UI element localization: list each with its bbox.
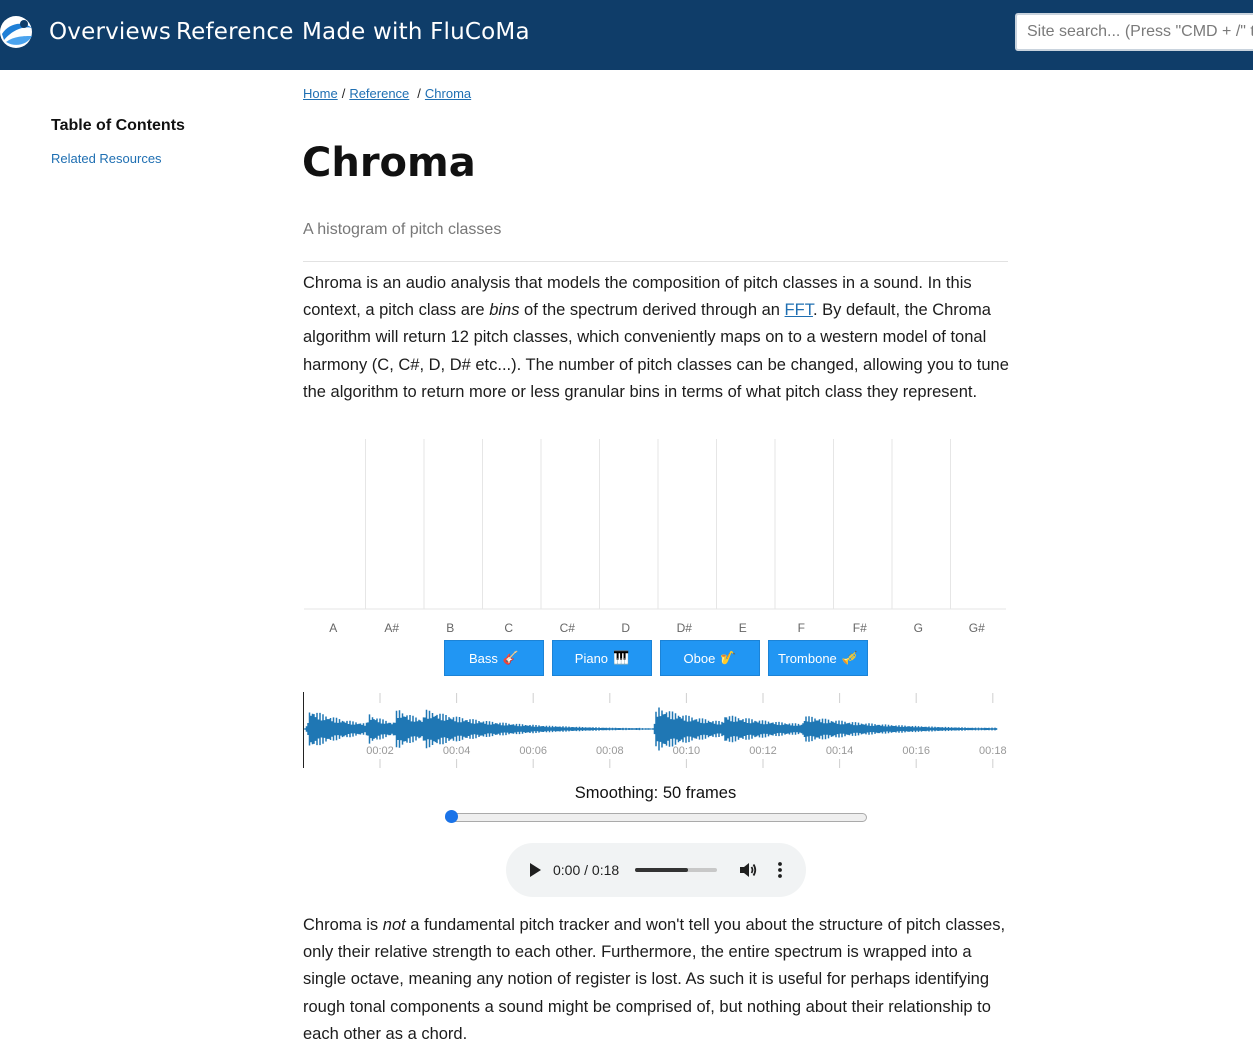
- chroma-tick-label: F: [797, 621, 805, 635]
- guitar-icon: 🎸: [502, 650, 520, 665]
- chroma-tick-label: C#: [559, 621, 575, 635]
- fft-link[interactable]: FFT: [784, 301, 813, 320]
- outro-text: a fundamental pitch tracker and won't tell you about the structure of pitch classes, only their relative strength to each other. Furthermore, the entire spectrum is wrapped into a single octave, meaning any notion of register is lost. As such it is useful for perhaps identifying rough tonal components a sound might be comprised of, but nothing about their relationship to each other as a chord.: [303, 916, 1006, 1043]
- intro-text: Chroma is an audio analysis that models the composition of pitch classes in a sound. In this context, a pitch class are: [303, 274, 972, 320]
- waveform-time-label: 00:18: [979, 745, 1007, 757]
- nav-link-reference[interactable]: Reference: [176, 19, 294, 45]
- chroma-chart: [303, 437, 1007, 637]
- toc-title: Table of Contents: [51, 117, 185, 134]
- waveform-time-label: 00:06: [519, 745, 547, 757]
- trombone-button[interactable]: [768, 640, 868, 676]
- chroma-tick-label: F#: [852, 621, 867, 635]
- divider: [303, 261, 1008, 262]
- chroma-tick-label: A#: [384, 621, 400, 635]
- waveform-time-label: 00:08: [596, 745, 624, 757]
- top-navigation-bar: [0, 0, 1253, 70]
- chroma-tick-label: C: [504, 621, 514, 635]
- piano-button[interactable]: [552, 640, 652, 676]
- chroma-tick-label: G#: [968, 621, 985, 635]
- waveform-time-label: 00:14: [825, 745, 854, 757]
- oboe-button[interactable]: [660, 640, 760, 676]
- intro-paragraph: [303, 270, 1011, 406]
- nav-link-overviews[interactable]: Overviews: [49, 19, 172, 45]
- piano-label: Piano: [574, 650, 609, 666]
- waveform-time-label: 00:02: [366, 745, 394, 757]
- intro-text: of the spectrum derived through an: [519, 301, 785, 320]
- oboe-label: Oboe: [683, 650, 716, 666]
- smoothing-label: Smoothing: 50 frames: [574, 784, 737, 802]
- intro-emphasis: bins: [489, 301, 520, 320]
- breadcrumb-separator: /: [341, 86, 346, 101]
- waveform-time-label: 00:12: [749, 745, 777, 757]
- waveform-path: [305, 708, 997, 751]
- waveform-time-label: 00:04: [442, 745, 471, 757]
- slider-thumb[interactable]: [445, 810, 458, 823]
- play-icon[interactable]: [526, 861, 544, 879]
- smoothing-slider[interactable]: [445, 811, 867, 823]
- waveform-time-label: 00:10: [672, 745, 701, 757]
- chroma-tick-label: B: [446, 621, 455, 635]
- progress-fill: [635, 868, 688, 872]
- playback-time: 0:00 / 0:18: [553, 862, 620, 878]
- toc-item-related-resources[interactable]: Related Resources: [51, 151, 162, 166]
- piano-icon: 🎹: [613, 650, 630, 665]
- outro-paragraph: [303, 912, 1011, 1048]
- trombone-label: Trombone: [778, 650, 837, 666]
- page-subtitle: A histogram of pitch classes: [303, 221, 502, 238]
- bass-button[interactable]: [444, 640, 544, 676]
- waveform-time-label: 00:16: [902, 745, 930, 757]
- audio-player: [506, 843, 806, 897]
- breadcrumb-separator: /: [417, 86, 421, 101]
- saxophone-icon: 🎷: [720, 650, 737, 665]
- chroma-tick-label: A: [329, 621, 338, 635]
- chroma-tick-label: G: [913, 621, 923, 635]
- audio-progress-bar[interactable]: [635, 868, 717, 872]
- bass-label: Bass: [468, 650, 498, 666]
- chroma-tick-label: D#: [676, 621, 692, 635]
- chroma-tick-label: D: [621, 621, 631, 635]
- slider-track: [445, 813, 867, 822]
- outro-emphasis: not: [382, 916, 406, 934]
- outro-text: Chroma is: [303, 916, 383, 934]
- intro-text: . By default, the Chroma algorithm will return 12 pitch classes, which conveniently maps on to a western model of tonal harmony (C, C#, D, D# etc...). The number of pitch classes can be changed, allowing you to tune the algorithm to return more or less granular bins in terms of what pitch class they represent.: [303, 301, 1009, 401]
- nav-link-made-with-flucoma[interactable]: Made with FluCoMa: [302, 19, 530, 45]
- breadcrumb: [303, 86, 471, 101]
- breadcrumb-reference[interactable]: Reference: [349, 86, 410, 101]
- site-search-input[interactable]: [1015, 13, 1253, 51]
- more-options-icon[interactable]: [774, 860, 786, 880]
- page-title: Chroma: [302, 140, 476, 186]
- waveform-display[interactable]: [303, 692, 1008, 769]
- trumpet-icon: 🎺: [841, 650, 858, 665]
- volume-icon[interactable]: [738, 860, 758, 880]
- breadcrumb-home[interactable]: Home: [303, 86, 338, 101]
- flucoma-logo-icon[interactable]: [0, 14, 36, 50]
- chroma-tick-label: E: [738, 621, 747, 635]
- breadcrumb-current[interactable]: Chroma: [424, 86, 472, 101]
